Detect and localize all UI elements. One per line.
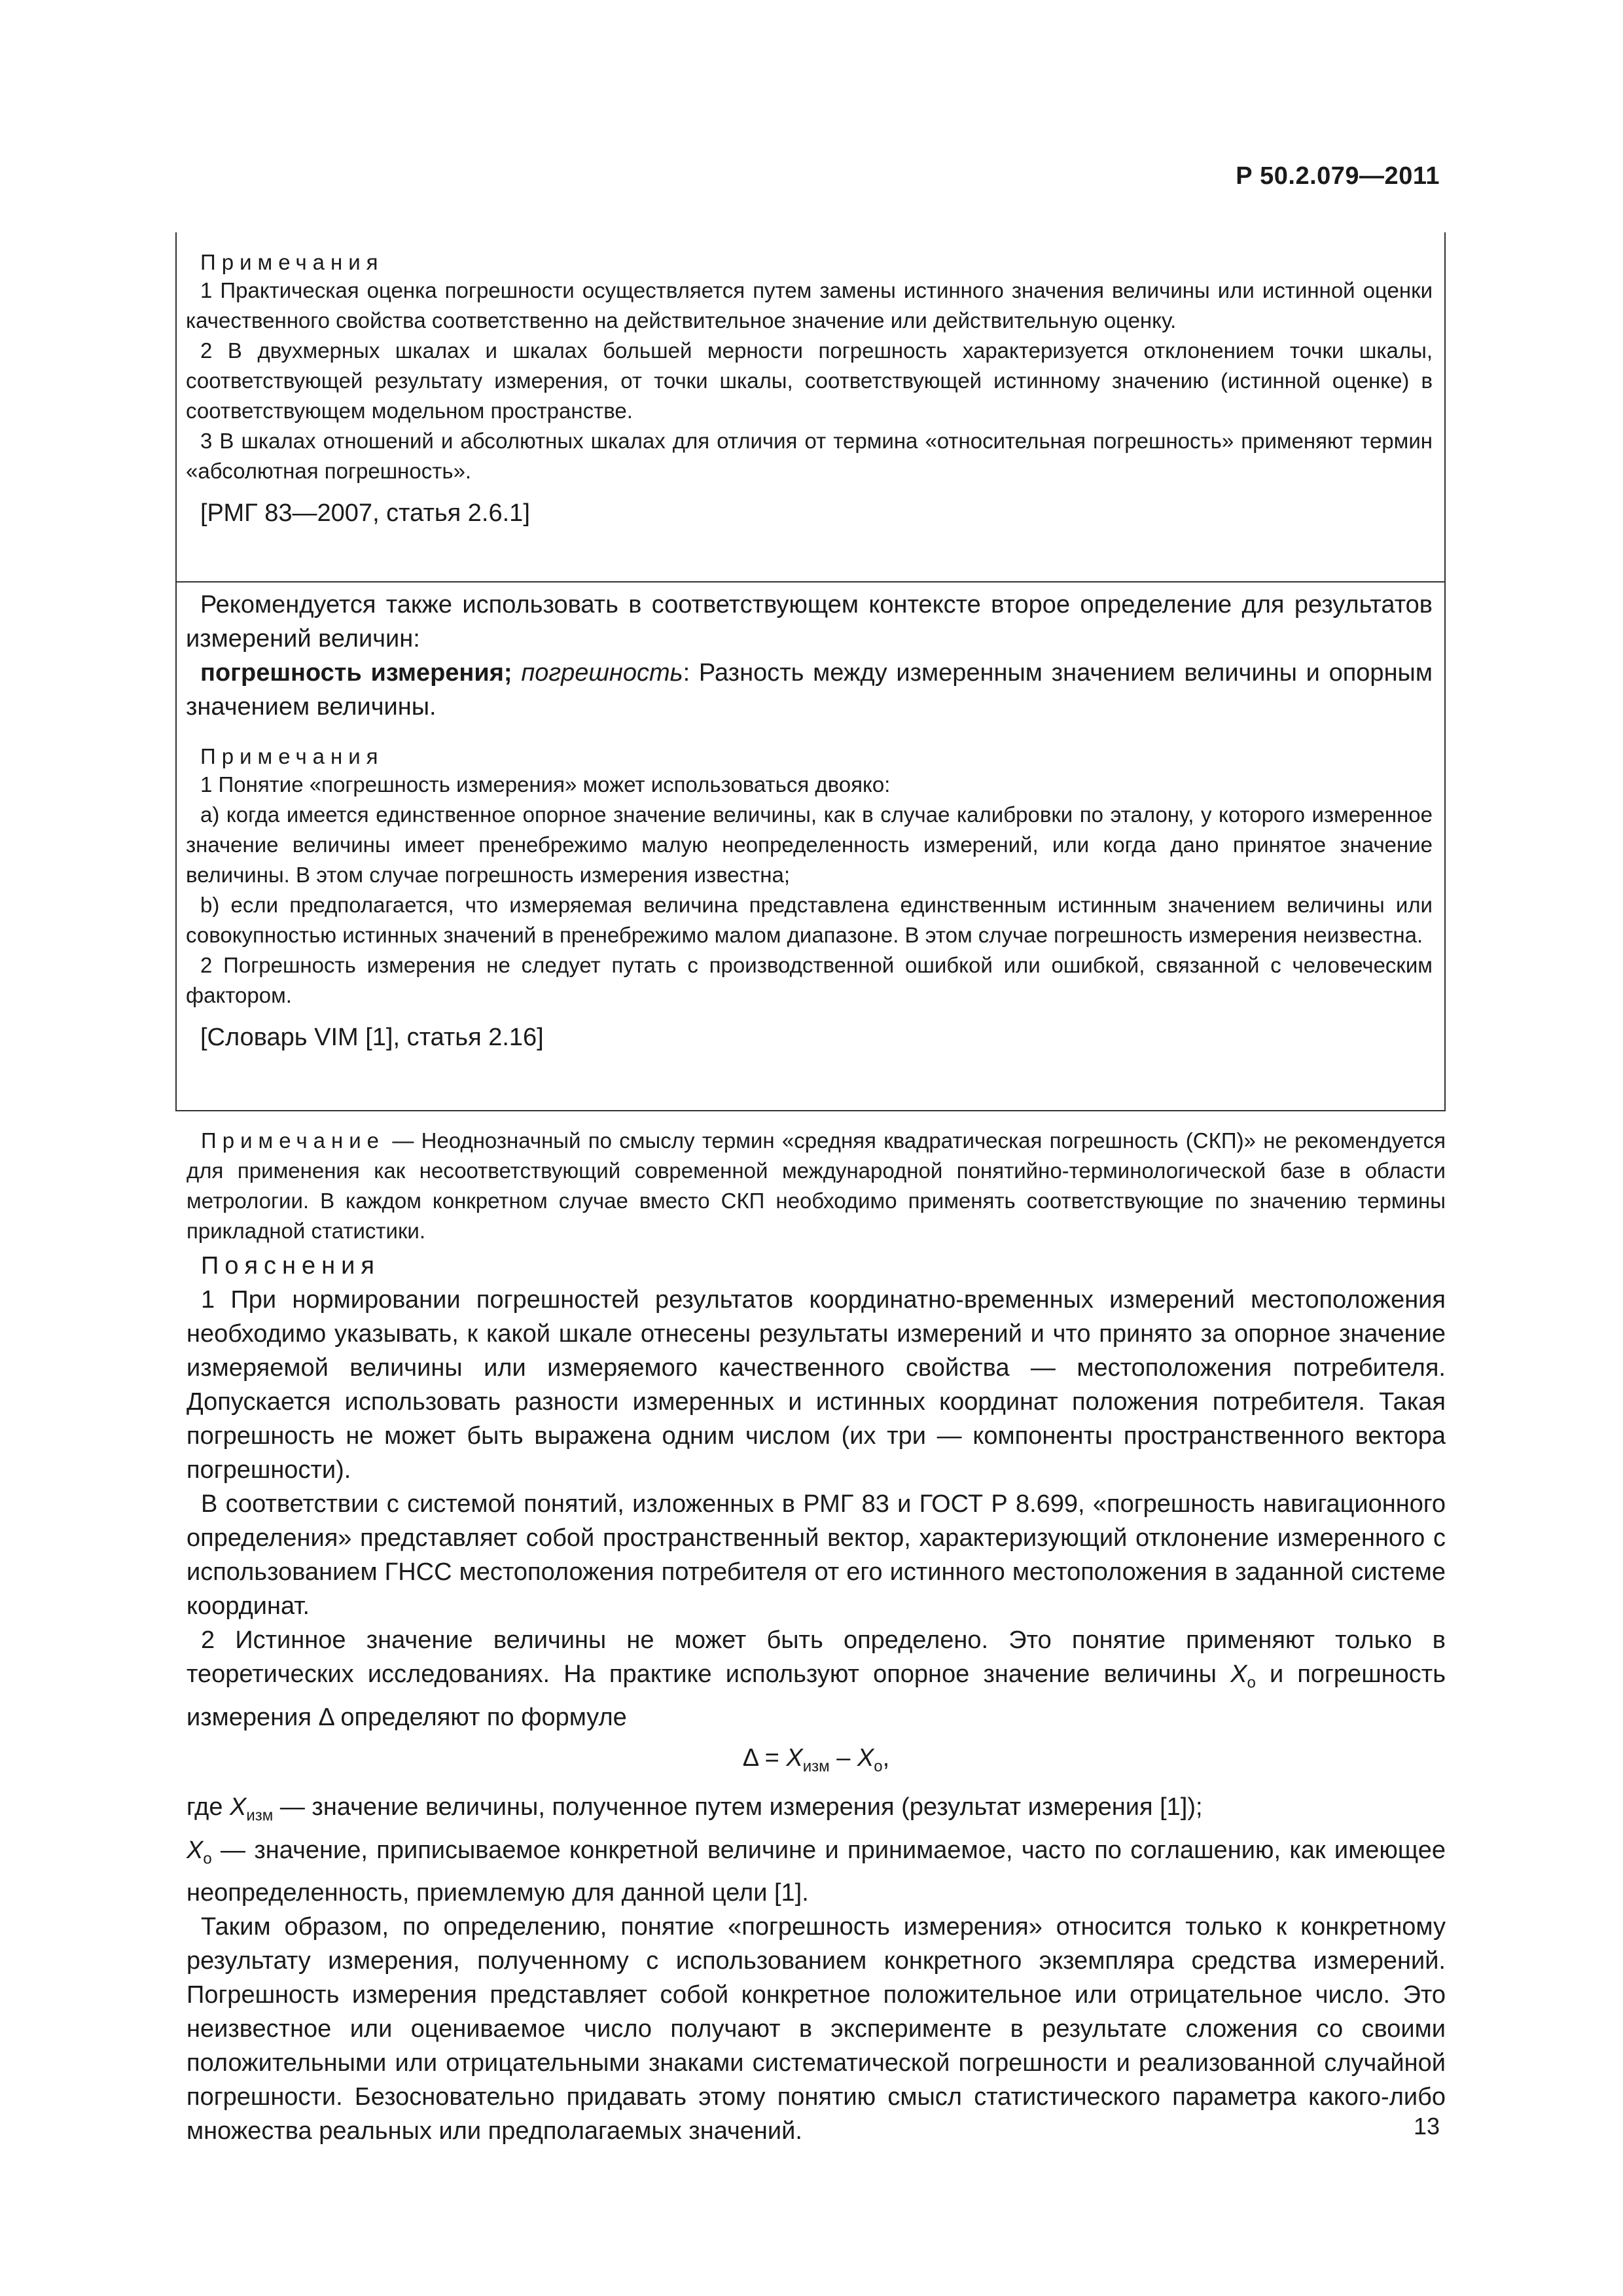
note-item: 3 В шкалах отношений и абсолютных шкалах для отличия от термина «относительная погрешность» применяют термин «абсолютная погрешность». bbox=[186, 429, 1433, 483]
where-definition: где $X_{изм}$ — значение величины, полученное путем измерения (результат измерения [1]); bbox=[187, 1793, 1203, 1825]
definition-text: : Разность между измеренным значением величины и опорным значением величины. bbox=[186, 659, 1433, 721]
notes-heading: Примечания bbox=[200, 250, 384, 274]
page-number: 13 bbox=[1413, 2113, 1440, 2140]
intro-paragraph: Рекомендуется также использовать в соответствующем контексте второе определение для результатов измерений величин: bbox=[186, 591, 1433, 653]
explanations-heading: Пояснения bbox=[201, 1252, 380, 1280]
explanations-section bbox=[187, 1249, 1446, 2148]
formula: $\Delta = X_{изм} - X_о$, bbox=[742, 1744, 890, 1776]
term-synonym: погрешность bbox=[521, 659, 683, 687]
note-section bbox=[187, 1126, 1446, 1246]
paragraph: 1 При нормировании погрешностей результатов координатно-временных измерений местоположения необходимо указывать, к какой шкале отнесены результаты измерений и что принято за опорное значение измеряемой величины или измеряемого качественного свойства — местоположения потребителя. Допускается использовать разности измеренных и истинных координат положения потребителя. Такая погрешность не может быть выражена одним числом (их три — компоненты пространственного вектора погрешности). bbox=[187, 1286, 1446, 1484]
note-item: а) когда имеется единственное опорное значение величины, как в случае калибровки по эталону, у которого измеренное значение величины имеет пренебрежимо малую неопределенность измерений, или когда дано принятое значение величины. В этом случае погрешность измерения известна; bbox=[186, 802, 1433, 887]
note-item: 2 В двухмерных шкалах и шкалах большей мерности погрешность характеризуется отклонением точки шкалы, соответствующей результату измерения, от точки шкалы, соответствующей истинному значению (истинной оценке) в соответствующем модельном пространстве. bbox=[186, 338, 1433, 423]
where-definition: $X_о$ — значение, приписываемое конкретной величине и принимаемое, часто по соглашению, как имеющее неопределенность, приемлемую для данной цели [1]. bbox=[187, 1836, 1446, 1907]
paragraph: 2 Истинное значение величины не может быть определено. Это понятие применяют только в теоретических исследованиях. На практике используют опорное значение величины $X_о$ и погрешность измерения Δ определяют по формуле bbox=[187, 1626, 1446, 1731]
note-text: — Неоднозначный по смыслу термин «средняя квадратическая погрешность (СКП)» не рекомендуется для применения как несоответствующий современной международной понятийно-терминологической базе в области метрологии. В каждом конкретном случае вместо СКП необходимо применять соответствующие по значению термины прикладной статистики. bbox=[187, 1128, 1446, 1243]
notes-heading: Примечания bbox=[200, 744, 384, 768]
note-item: 2 Погрешность измерения не следует путать с производственной ошибкой или ошибкой, связанной с человеческим фактором. bbox=[186, 953, 1433, 1007]
definition-paragraph bbox=[186, 656, 1433, 724]
document-code: Р 50.2.079—2011 bbox=[1236, 162, 1440, 190]
note-item: b) если предполагается, что измеряемая величина представлена единственным истинным значением величины или совокупностью истинных значений в пренебрежимо малом диапазоне. В этом случае погрешность измерения неизвестна. bbox=[186, 893, 1433, 947]
definition-box-vim bbox=[175, 581, 1446, 1111]
reference: [РМГ 83—2007, статья 2.6.1] bbox=[200, 499, 530, 527]
note-item: 1 Практическая оценка погрешности осуществляется путем замены истинного значения величины или истинной оценки качественного свойства соответственно на действительное значение или действительную оценку. bbox=[186, 278, 1433, 332]
note-label: Примечание bbox=[201, 1128, 385, 1153]
paragraph: В соответствии с системой понятий, изложенных в РМГ 83 и ГОСТ Р 8.699, «погрешность навигационного определения» представляет собой пространственный вектор, характеризующий отклонение измеренного с использованием ГНСС местоположения потребителя от его истинного местоположения в заданной системе координат. bbox=[187, 1490, 1446, 1620]
reference: [Словарь VIM [1], статья 2.16] bbox=[200, 1024, 544, 1051]
note-item: 1 Понятие «погрешность измерения» может использоваться двояко: bbox=[200, 772, 891, 797]
notes-box-rmg bbox=[175, 232, 1446, 583]
note-paragraph bbox=[187, 1126, 1446, 1246]
paragraph: Таким образом, по определению, понятие «погрешность измерения» относится только к конкретному результату измерения, полученному с использованием конкретного экземпляра средства измерений. Погрешность измерения представляет собой конкретное положительное или отрицательное число. Это неизвестное или оцениваемое число получают в эксперименте в результате сложения со своими положительными или отрицательными знаками систематической погрешности и реализованной случайной погрешности. Безосновательно придавать этому понятию смысл статистического параметра какого-либо множества реальных или предполагаемых значений. bbox=[187, 1913, 1446, 2145]
term: погрешность измерения; bbox=[200, 659, 512, 687]
